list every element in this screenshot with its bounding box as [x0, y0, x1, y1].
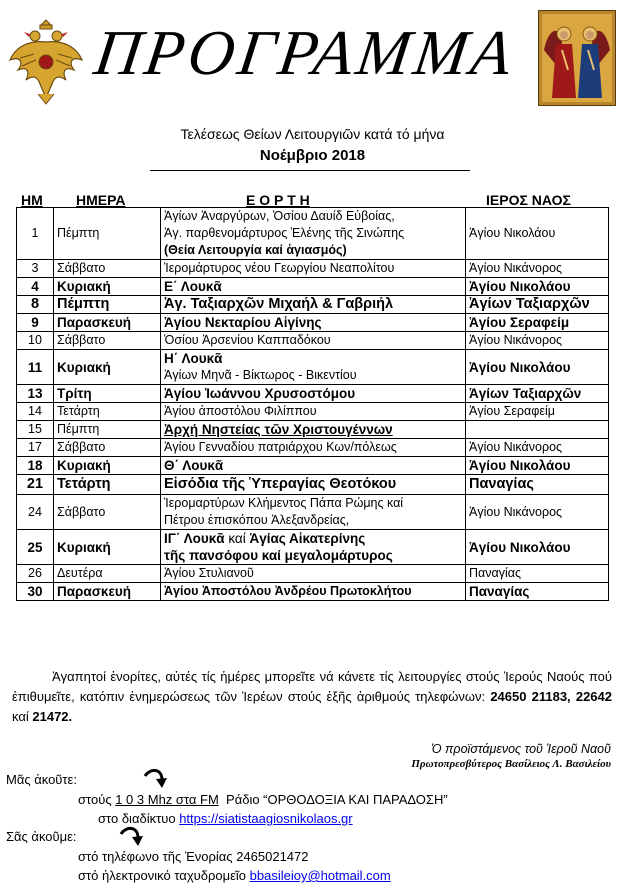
radio-line	[78, 792, 448, 807]
signature-title: Ὁ προϊστάμενος τοῦ Ἱεροῦ Ναοῦ	[431, 742, 611, 756]
row-day: Δευτέρα	[54, 565, 161, 583]
feast-part: Ἁγίας Αἰκατερίνης	[249, 531, 366, 546]
row-num: 11	[17, 350, 54, 385]
web-prefix: στο διαδίκτυο	[98, 811, 176, 826]
listen-label: Μᾶς ἀκοῦτε:	[6, 772, 77, 787]
row-feast: Ἱερομάρτυρος νέου Γεωργίου Νεαπολίτου	[161, 260, 466, 278]
table-row	[17, 565, 609, 583]
row-day: Κυριακή	[54, 278, 161, 296]
row-day: Τρίτη	[54, 385, 161, 403]
table-row	[17, 260, 609, 278]
row-day: Σάββατο	[54, 332, 161, 350]
phone-number: 2465021472	[236, 849, 309, 864]
table-row	[17, 583, 609, 601]
row-church: Ἁγίου Νικολάου	[466, 208, 609, 260]
row-day: Σάββατο	[54, 439, 161, 457]
row-church: Ἁγίου Νικολάου	[466, 530, 609, 565]
row-num: 1	[17, 208, 54, 260]
subtitle: Τελέσεως Θείων Λειτουργιῶν κατά τό μήνα	[180, 126, 445, 142]
row-church: Ἁγίων Ταξιαρχῶν	[466, 385, 609, 403]
table-row	[17, 332, 609, 350]
feast-line: Ἁγ. παρθενομάρτυρος Ἑλένης τῆς Σινώπης	[164, 226, 405, 240]
row-feast	[161, 495, 466, 530]
row-church: Ἁγίου Νικάνορος	[466, 495, 609, 530]
email-link[interactable]: bbasileioy@hotmail.com	[249, 868, 391, 883]
row-feast: Ἁγίου ἀποστόλου Φιλίππου	[161, 403, 466, 421]
row-church: Ἁγίου Σεραφείμ	[466, 403, 609, 421]
table-row	[17, 385, 609, 403]
row-feast: Εἰσόδια τῆς Ὑπεραγίας Θεοτόκου	[161, 475, 466, 495]
email-line	[78, 868, 391, 883]
row-feast: Ἁγ. Ταξιαρχῶν Μιχαήλ & Γαβριήλ	[161, 296, 466, 314]
col-header-num: ΗΜ	[21, 192, 43, 208]
row-feast	[161, 350, 466, 385]
row-feast: Ὁσίου Ἀρσενίου Καππαδόκου	[161, 332, 466, 350]
row-day: Κυριακή	[54, 350, 161, 385]
row-day: Πέμπτη	[54, 421, 161, 439]
row-church: Παναγίας	[466, 583, 609, 601]
feast-part: ΙΓ΄ Λουκᾶ	[164, 531, 225, 546]
signature-name: Πρωτοπρεσβύτερος Βασίλειος Λ. Βασιλείου	[411, 758, 611, 770]
phone-prefix: στό τηλέφωνο τῆς Ἐνορίας	[78, 849, 233, 864]
row-feast: Ἁγίου Ἰωάννου Χρυσοστόμου	[161, 385, 466, 403]
row-church: Ἁγίου Νικάνορος	[466, 260, 609, 278]
table-row	[17, 530, 609, 565]
feast-line: (Θεία Λειτουργία καί ἁγιασμός)	[164, 243, 347, 257]
page-title: ΠΡΟΓΡΑΜΜΑ	[90, 17, 520, 88]
note-paragraph	[12, 667, 612, 727]
col-header-church: ΙΕΡΟΣ ΝΑΟΣ	[486, 192, 571, 208]
row-num: 9	[17, 314, 54, 332]
note-phones: 24650 21183, 22642	[490, 689, 612, 704]
row-church: Ἁγίου Νικάνορος	[466, 332, 609, 350]
radio-prefix: στούς	[78, 792, 112, 807]
feast-line: Ἁγίων Ἀναργύρων, Ὁσίου Δαυίδ Εὐβοίας,	[164, 209, 395, 223]
table-row	[17, 403, 609, 421]
row-num: 14	[17, 403, 54, 421]
row-num: 18	[17, 457, 54, 475]
radio-name: Ράδιο “ΟΡΘΟΔΟΞΙΑ ΚΑΙ ΠΑΡΑΔΟΣΗ”	[226, 792, 448, 807]
table-row	[17, 314, 609, 332]
row-day: Κυριακή	[54, 457, 161, 475]
table-row	[17, 439, 609, 457]
row-day: Σάββατο	[54, 260, 161, 278]
curved-arrow-icon	[118, 824, 144, 850]
row-church: Ἁγίου Νικολάου	[466, 350, 609, 385]
table-row	[17, 278, 609, 296]
row-church: Ἁγίου Νικολάου	[466, 457, 609, 475]
email-prefix: στό ἠλεκτρονικό ταχυδρομεῖο	[78, 868, 247, 883]
row-day: Παρασκευή	[54, 583, 161, 601]
table-row	[17, 208, 609, 260]
row-feast: Ἁγίου Στυλιανοῦ	[161, 565, 466, 583]
row-num: 10	[17, 332, 54, 350]
col-header-day: ΗΜΕΡΑ	[76, 192, 126, 208]
curved-arrow-icon	[142, 766, 168, 792]
row-day: Κυριακή	[54, 530, 161, 565]
row-num: 30	[17, 583, 54, 601]
row-num: 4	[17, 278, 54, 296]
table-row	[17, 296, 609, 314]
note-and: καί	[12, 709, 29, 724]
feast-line	[164, 530, 462, 547]
row-feast	[161, 530, 466, 565]
row-church: Ἁγίου Νικάνορος	[466, 439, 609, 457]
feast-part: καί	[228, 531, 246, 546]
table-row	[17, 475, 609, 495]
row-feast: Θ΄ Λουκᾶ	[161, 457, 466, 475]
note-phone3: 21472.	[32, 709, 73, 724]
feast-line: τῆς πανσόφου καί μεγαλομάρτυρος	[164, 548, 393, 563]
row-day: Τετάρτη	[54, 403, 161, 421]
row-feast: Ἁγίου Γενναδίου πατριάρχου Κων/πόλεως	[161, 439, 466, 457]
row-church: Παναγίας	[466, 475, 609, 495]
divider	[150, 170, 470, 171]
double-headed-eagle-icon	[8, 14, 84, 106]
table-row	[17, 421, 609, 439]
row-num: 13	[17, 385, 54, 403]
row-num: 24	[17, 495, 54, 530]
row-day: Τετάρτη	[54, 475, 161, 495]
row-church: Ἁγίου Νικολάου	[466, 278, 609, 296]
row-day: Σάββατο	[54, 495, 161, 530]
row-day: Παρασκευή	[54, 314, 161, 332]
col-header-feast: Ε Ο Ρ Τ Η	[246, 192, 310, 208]
table-row	[17, 350, 609, 385]
hear-label: Σᾶς ἀκοῦμε:	[6, 829, 77, 844]
row-num: 8	[17, 296, 54, 314]
row-church: Ἁγίου Σεραφείμ	[466, 314, 609, 332]
row-feast: Ἀρχή Νηστείας τῶν Χριστουγέννων	[161, 421, 466, 439]
row-num: 15	[17, 421, 54, 439]
website-link[interactable]: https://siatistaagiosnikolaos.gr	[179, 811, 353, 826]
row-num: 17	[17, 439, 54, 457]
row-day: Πέμπτη	[54, 208, 161, 260]
row-num: 21	[17, 475, 54, 495]
table-row	[17, 457, 609, 475]
row-feast: Ἁγίου Νεκταρίου Αἰγίνης	[161, 314, 466, 332]
feast-line: Ἱερομαρτύρων Κλήμεντος Πάπα Ρώμης καί	[164, 496, 404, 510]
archangels-icon	[538, 10, 616, 106]
feast-line: Η΄ Λουκᾶ	[164, 351, 223, 366]
schedule-table	[16, 207, 609, 601]
row-num: 26	[17, 565, 54, 583]
note-text: Ἀγαπητοί ἐνορίτες, αὐτές τίς ἡμέρες μπορεῖτε νά κάνετε τίς λειτουργίες στούς Ἱερούς Ναούς πού ἐπιθυμεῖτε, κατόπιν ἐνημερώσεως τῶν Ἱερέων στούς ἑξῆς ἀριθμούς τηλεφώνων:	[12, 669, 612, 704]
row-num: 3	[17, 260, 54, 278]
table-row	[17, 495, 609, 530]
month-heading: Νοέμβριο 2018	[259, 147, 366, 164]
row-day: Πέμπτη	[54, 296, 161, 314]
row-num: 25	[17, 530, 54, 565]
row-feast: Ἁγίου Ἀποστόλου Ἀνδρέου Πρωτοκλήτου	[161, 583, 466, 601]
radio-frequency: 1 0 3 Mhz στα FM	[115, 792, 219, 807]
feast-line: Ἁγίων Μηνᾶ - Βίκτωρος - Βικεντίου	[164, 368, 357, 382]
row-feast: Ε΄ Λουκᾶ	[161, 278, 466, 296]
phone-line	[78, 849, 309, 864]
row-church: Παναγίας	[466, 565, 609, 583]
row-church: Ἁγίων Ταξιαρχῶν	[466, 296, 609, 314]
row-church	[466, 421, 609, 439]
row-feast	[161, 208, 466, 260]
feast-line: Πέτρου ἐπισκόπου Ἀλεξανδρείας,	[164, 513, 350, 527]
